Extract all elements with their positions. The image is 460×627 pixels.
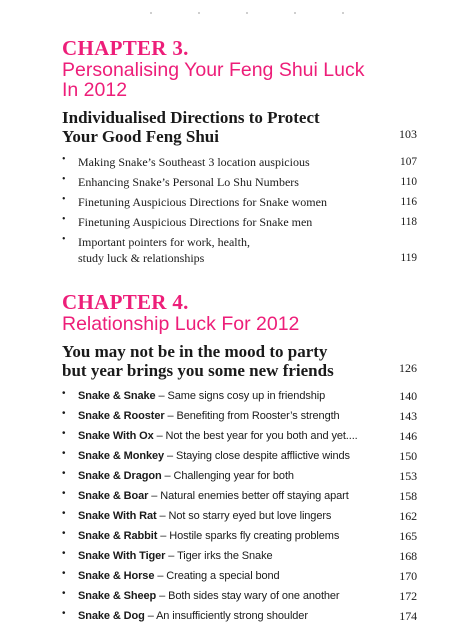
list-item (62, 524, 417, 544)
table-of-contents (62, 38, 417, 624)
chapter-3-label: CHAPTER 3. (62, 36, 189, 60)
item-pair: Snake With Ox (78, 430, 154, 442)
item-pair: Snake & Dragon (78, 470, 162, 482)
item-desc: – Tiger irks the Snake (165, 550, 273, 562)
item-desc: – An insufficiently strong shoulder (144, 610, 308, 622)
item-text (78, 488, 349, 504)
item-text (78, 388, 325, 404)
item-page: 162 (399, 509, 417, 523)
list-item (62, 504, 417, 524)
item-pair: Snake & Rooster (78, 410, 165, 422)
chapter-3 (62, 38, 417, 266)
chapter-3-section-title (62, 108, 320, 146)
chapter-gap (62, 266, 417, 292)
item-page: 110 (400, 176, 417, 188)
bullet-icon: • (62, 448, 66, 459)
item-desc: – Benefiting from Rooster’s strength (164, 410, 340, 422)
chapter-4-section-line-2: but year brings you some new friends (62, 361, 334, 380)
list-item (62, 584, 417, 604)
item-page: 107 (400, 156, 417, 168)
bullet-icon: • (62, 234, 66, 245)
chapter-4-section-line-1: You may not be in the mood to party (62, 342, 328, 361)
chapter-4-section-title (62, 342, 334, 380)
chapter-3-section-page: 103 (399, 127, 417, 141)
item-text (78, 528, 339, 544)
bullet-icon: • (62, 488, 66, 499)
list-item (62, 544, 417, 564)
bullet-icon: • (62, 508, 66, 519)
item-page: 118 (400, 216, 417, 228)
item-text: Making Snake’s Southeast 3 location auspicious (78, 155, 310, 169)
item-text (78, 588, 340, 604)
bullet-icon: • (62, 388, 66, 399)
chapter-4-title: Relationship Luck For 2012 (62, 313, 300, 335)
item-page: 119 (400, 252, 417, 264)
item-page: 146 (399, 429, 417, 443)
item-text (78, 608, 308, 624)
item-page: 116 (400, 196, 417, 208)
list-item (62, 210, 417, 230)
chapter-4-label: CHAPTER 4. (62, 290, 189, 314)
item-page: 150 (399, 449, 417, 463)
list-item (62, 424, 417, 444)
list-item (62, 404, 417, 424)
list-item (62, 384, 417, 404)
item-desc: – Same signs cosy up in friendship (155, 390, 326, 402)
item-page: 172 (399, 589, 417, 603)
bullet-icon: • (62, 174, 66, 185)
item-desc: – Natural enemies better off staying apart (148, 490, 349, 502)
bullet-icon: • (62, 154, 66, 165)
item-desc: – Staying close despite afflictive winds (164, 450, 350, 462)
item-text: Finetuning Auspicious Directions for Snake women (78, 195, 327, 209)
chapter-4-list (62, 384, 417, 624)
list-item (62, 170, 417, 190)
bullet-icon: • (62, 214, 66, 225)
item-pair: Snake & Horse (78, 570, 155, 582)
item-page: 168 (399, 549, 417, 563)
chapter-4 (62, 292, 417, 624)
chapter-3-title-line-1: Personalising Your Feng Shui Luck (62, 59, 365, 81)
chapter-4-section-heading (62, 342, 417, 380)
item-text (78, 548, 273, 564)
item-pair: Snake & Boar (78, 490, 149, 502)
item-desc: – Creating a special bond (154, 570, 280, 582)
item-desc: – Hostile sparks fly creating problems (157, 530, 340, 542)
item-text (78, 408, 340, 424)
item-page: 174 (399, 609, 417, 623)
bullet-icon: • (62, 408, 66, 419)
item-pair: Snake & Rabbit (78, 530, 158, 542)
bullet-icon: • (62, 608, 66, 619)
item-text (78, 234, 368, 266)
bullet-icon: • (62, 528, 66, 539)
list-item (62, 150, 417, 170)
item-text (78, 568, 280, 584)
item-pair: Snake & Snake (78, 390, 156, 402)
item-pair: Snake With Tiger (78, 550, 166, 562)
list-item (62, 484, 417, 504)
item-desc: – Both sides stay wary of one another (156, 590, 340, 602)
bullet-icon: • (62, 568, 66, 579)
item-page: 153 (399, 469, 417, 483)
item-desc: – Not so starry eyed but love lingers (156, 510, 332, 522)
chapter-3-section-line-1: Individualised Directions to Protect (62, 108, 320, 127)
chapter-3-section-line-2: Your Good Feng Shui (62, 127, 219, 146)
bullet-icon: • (62, 428, 66, 439)
item-text (78, 468, 294, 484)
list-item (62, 230, 417, 266)
item-pair: Snake With Rat (78, 510, 157, 522)
item-desc: – Not the best year for you both and yet.... (153, 430, 358, 442)
item-page: 143 (399, 409, 417, 423)
item-text (78, 508, 331, 524)
list-item (62, 464, 417, 484)
list-item (62, 564, 417, 584)
chapter-3-section-heading (62, 108, 417, 146)
item-pair: Snake & Dog (78, 610, 145, 622)
item-text-line-1: Important pointers for work, health, (78, 235, 250, 249)
list-item (62, 604, 417, 624)
list-item (62, 190, 417, 210)
bullet-icon: • (62, 194, 66, 205)
item-text-line-2: study luck & relationships (78, 251, 205, 265)
bullet-icon: • (62, 548, 66, 559)
item-text (78, 428, 358, 444)
item-pair: Snake & Sheep (78, 590, 157, 602)
chapter-4-section-page: 126 (399, 361, 417, 375)
item-desc: – Challenging year for both (161, 470, 294, 482)
item-text: Enhancing Snake’s Personal Lo Shu Numbers (78, 175, 299, 189)
item-page: 140 (399, 389, 417, 403)
item-text (78, 448, 350, 464)
item-page: 158 (399, 489, 417, 503)
item-pair: Snake & Monkey (78, 450, 165, 462)
list-item (62, 444, 417, 464)
bullet-icon: • (62, 468, 66, 479)
chapter-3-title (62, 60, 417, 100)
item-text: Finetuning Auspicious Directions for Snake men (78, 215, 313, 229)
chapter-3-title-line-2: In 2012 (62, 79, 128, 101)
item-page: 165 (399, 529, 417, 543)
bullet-icon: • (62, 588, 66, 599)
item-page: 170 (399, 569, 417, 583)
top-dot-marks (150, 12, 350, 14)
chapter-3-list (62, 150, 417, 266)
